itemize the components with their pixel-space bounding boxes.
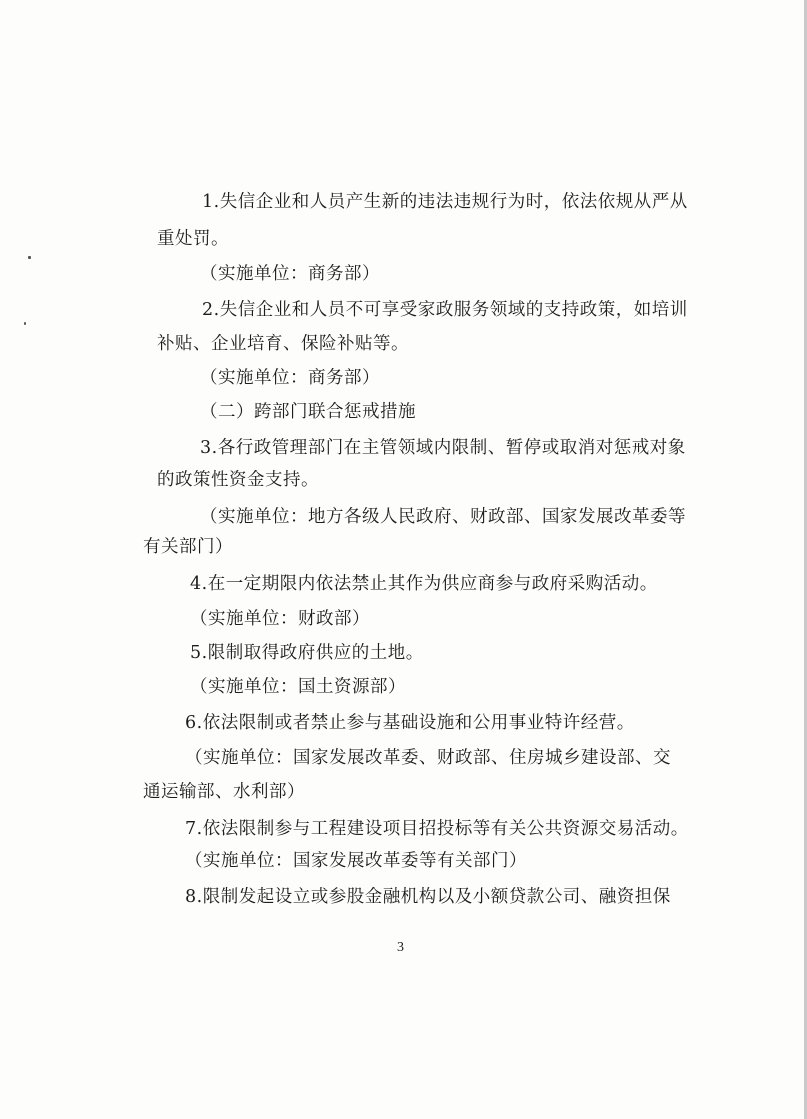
text-line: （实施单位：国土资源部） <box>190 677 406 697</box>
section-heading: （二）跨部门联合惩戒措施 <box>200 402 416 422</box>
text-line: 7.依法限制参与工程建设项目招投标等有关公共资源交易活动。 <box>185 819 689 839</box>
text-line: 补贴、企业培育、保险补贴等。 <box>157 334 409 354</box>
text-line: 通运输部、水利部） <box>143 782 305 802</box>
text-line: 4.在一定期限内依法禁止其作为供应商参与政府采购活动。 <box>190 574 658 594</box>
page-number: 3 <box>397 940 404 955</box>
text-line: 2.失信企业和人员不可享受家政服务领域的支持政策，如培训 <box>202 300 688 320</box>
text-line: （实施单位：财政部） <box>190 609 370 629</box>
text-line: 有关部门） <box>143 537 233 557</box>
text-line: 8.限制发起设立或参股金融机构以及小额贷款公司、融资担保 <box>185 887 671 907</box>
text-line: （实施单位：地方各级人民政府、财政部、国家发展改革委等 <box>200 507 686 527</box>
text-line: 3.各行政管理部门在主管领域内限制、暂停或取消对惩戒对象 <box>200 438 686 458</box>
text-line: 重处罚。 <box>157 229 229 249</box>
text-line: （实施单位：商务部） <box>200 264 380 284</box>
text-line: （实施单位：商务部） <box>200 368 380 388</box>
scan-speck <box>28 256 31 259</box>
scan-speck <box>24 322 26 325</box>
text-line: （实施单位：国家发展改革委、财政部、住房城乡建设部、交 <box>185 748 671 768</box>
text-line: 1.失信企业和人员产生新的违法违规行为时，依法依规从严从 <box>202 192 688 212</box>
text-line: 的政策性资金支持。 <box>157 470 319 490</box>
text-line: 6.依法限制或者禁止参与基础设施和公用事业特许经营。 <box>185 713 635 733</box>
text-line: （实施单位：国家发展改革委等有关部门） <box>185 851 527 871</box>
text-line: 5.限制取得政府供应的土地。 <box>190 643 424 663</box>
